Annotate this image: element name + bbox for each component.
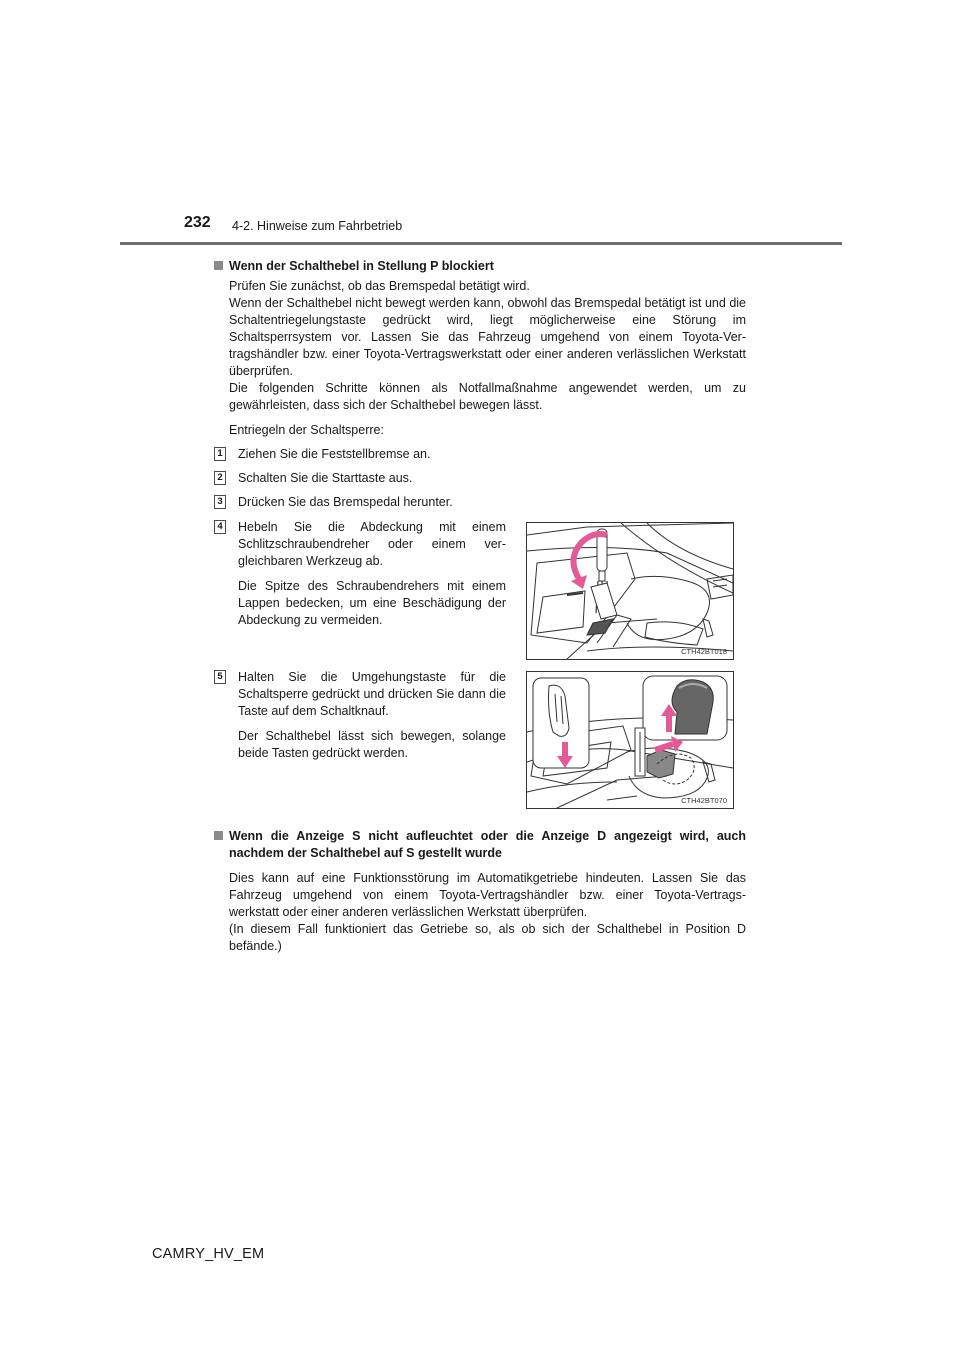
square-bullet-icon <box>214 261 223 270</box>
header-rule <box>120 242 842 245</box>
console-screwdriver-illustration <box>527 523 733 659</box>
step-4 <box>214 519 506 629</box>
section-heading <box>214 258 746 275</box>
paragraph: Prüfen Sie zunächst, ob das Bremspedal betätigt wird. <box>229 279 530 293</box>
square-bullet-icon <box>214 831 223 840</box>
paragraph: Die folgenden Schritte können als Notfallmaßnahme angewendet werden, um zu gewährleisten, dass sich der Schalthebel bewegen lässt. <box>229 381 746 412</box>
section-shift-lever-blocked <box>214 258 746 439</box>
paragraph: Dies kann auf eine Funktionsstörung im Automatikgetriebe hindeuten. Lassen Sie das Fahrzeug umgehend von einem Toyota-Vertragshändler bzw. einer Toyota-Vertrags- werkstatt oder einer anderen verlässlichen Werkstatt überprüfen. <box>229 871 746 919</box>
figure-code: CTH42BT018 <box>681 647 727 656</box>
model-code: CAMRY_HV_EM <box>152 1246 265 1262</box>
figure-bypass-button <box>526 671 734 809</box>
paragraph: Wenn der Schalthebel nicht bewegt werden kann, obwohl das Bremspedal betätigt ist und die Schaltentriegelungstaste gedrückt wird, liegt möglicherweise eine Störung im Schaltsperrsystem vor. Lassen Sie das Fahrzeug umgehend von einem Toyota-Ver- tragshändler bzw. einer Toyota-Vertragswerkstatt oder einer anderen verlässlichen Werkstatt überprüfen. <box>229 296 746 378</box>
step-number: 4 <box>214 520 226 534</box>
step-2 <box>214 470 412 487</box>
step-text: Hebeln Sie die Abdeckung mit einem Schlitzschraubendreher oder einem ver- gleichbaren Werkzeug ab. <box>238 520 506 568</box>
figure-code: CTH42BT070 <box>681 796 727 805</box>
step-text: Ziehen Sie die Feststellbremse an. <box>238 447 431 461</box>
figure-pry-cover <box>526 522 734 660</box>
shift-lock-release-illustration <box>527 672 733 808</box>
section-title: 4-2. Hinweise zum Fahrbetrieb <box>232 219 403 233</box>
step-number: 3 <box>214 495 226 509</box>
section-heading-text: Wenn die Anzeige S nicht aufleuchtet oder die Anzeige D angezeigt wird, auch nachdem der Schalthebel auf S gestellt wurde <box>229 829 746 860</box>
step-3 <box>214 494 453 511</box>
step-1 <box>214 446 430 463</box>
step-text: Halten Sie die Umgehungstaste für die Schaltsperre gedrückt und drücken Sie dann die Taste auf dem Schaltknauf. <box>238 670 506 718</box>
page-number: 232 <box>184 214 211 231</box>
step-note: Der Schalthebel lässt sich bewegen, solange beide Tasten gedrückt werden. <box>238 729 506 760</box>
step-text: Schalten Sie die Starttaste aus. <box>238 471 413 485</box>
step-note: Die Spitze des Schraubendrehers mit einem Lappen bedecken, um eine Beschädigung der Abdeckung zu vermeiden. <box>238 579 506 627</box>
section-s-indicator <box>214 828 746 955</box>
step-number: 1 <box>214 447 226 461</box>
paragraph: (In diesem Fall funktioniert das Getriebe so, als ob sich der Schalthebel in Position D befände.) <box>229 922 746 953</box>
section-heading <box>214 828 746 862</box>
step-text: Drücken Sie das Bremspedal herunter. <box>238 495 453 509</box>
step-5 <box>214 669 506 762</box>
section-heading-text: Wenn der Schalthebel in Stellung P blockiert <box>229 259 494 273</box>
procedure-intro: Entriegeln der Schaltsperre: <box>229 423 384 437</box>
step-number: 2 <box>214 471 226 485</box>
step-number: 5 <box>214 670 226 684</box>
